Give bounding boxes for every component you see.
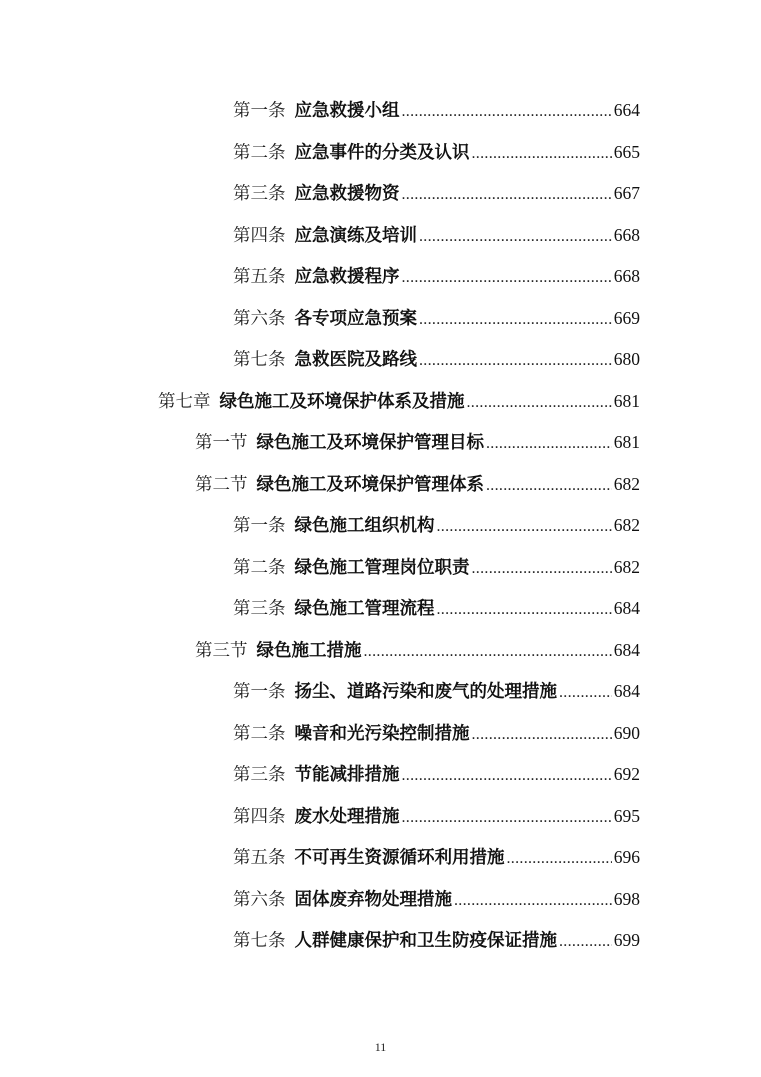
toc-leader-dots <box>472 140 612 168</box>
toc-entry-title: 应急演练及培训 <box>294 225 417 246</box>
toc-entry[interactable] <box>233 221 640 249</box>
toc-entry-page: 684 <box>613 681 640 701</box>
toc-entry-number: 第七章 <box>158 391 211 412</box>
toc-entry-title: 急救医院及路线 <box>294 350 417 370</box>
toc-entry-page: 682 <box>613 556 640 577</box>
toc-entry-page: 681 <box>613 390 640 411</box>
toc-entry[interactable] <box>233 511 640 539</box>
toc-leader-dots <box>402 181 612 209</box>
toc-entry[interactable] <box>233 553 640 581</box>
toc-entry-number: 第三条 <box>233 765 286 785</box>
toc-entry-title: 绿色施工组织机构 <box>294 516 435 536</box>
toc-entry-number: 第二条 <box>233 142 286 163</box>
toc-entry-number: 第二节 <box>195 474 248 495</box>
toc-entry-number: 第三节 <box>195 640 248 661</box>
toc-entry-section[interactable] <box>195 470 640 498</box>
toc-entry-page: 669 <box>613 307 640 328</box>
toc-leader-dots <box>454 887 612 915</box>
toc-leader-dots <box>559 679 612 707</box>
toc-entry-section[interactable] <box>195 428 640 456</box>
toc-leader-dots <box>472 721 612 749</box>
toc-entry-page: 680 <box>613 349 640 369</box>
toc-entry-title: 绿色施工及环境保护管理体系 <box>256 474 484 495</box>
toc-leader-dots <box>507 845 612 873</box>
toc-entry-page: 668 <box>613 224 640 245</box>
toc-entry-page: 667 <box>613 183 640 203</box>
toc-entry-title: 各专项应急预案 <box>294 308 417 329</box>
toc-entry-page: 668 <box>613 266 640 286</box>
toc-entry-title: 应急救援程序 <box>294 267 400 287</box>
toc-entry-page: 664 <box>613 100 640 120</box>
toc-entry-number: 第二条 <box>233 557 286 578</box>
toc-leader-dots <box>402 264 612 292</box>
toc-entry-title: 绿色施工及环境保护管理目标 <box>256 433 484 453</box>
toc-leader-dots <box>419 306 612 334</box>
toc-entry[interactable] <box>233 96 640 124</box>
toc-entry[interactable] <box>233 843 640 871</box>
toc-entry[interactable] <box>233 594 640 622</box>
toc-entry-number: 第三条 <box>233 184 286 204</box>
toc-entry-number: 第一条 <box>233 516 286 536</box>
toc-leader-dots <box>467 389 612 417</box>
toc-leader-dots <box>559 928 612 956</box>
toc-entry-section[interactable] <box>195 636 640 664</box>
toc-leader-dots <box>437 596 612 624</box>
toc-entry-number: 第五条 <box>233 267 286 287</box>
toc-entry-number: 第七条 <box>233 350 286 370</box>
toc-entry-number: 第四条 <box>233 225 286 246</box>
toc-entry[interactable] <box>233 719 640 747</box>
toc-entry-page: 699 <box>613 930 640 950</box>
toc-leader-dots <box>472 555 612 583</box>
toc-entry-title: 扬尘、道路污染和废气的处理措施 <box>294 682 557 702</box>
toc-entry[interactable] <box>233 179 640 207</box>
toc-entry-number: 第七条 <box>233 931 286 951</box>
toc-entry-number: 第一节 <box>195 433 248 453</box>
toc-entry-chapter[interactable] <box>158 387 640 415</box>
toc-entry-page: 692 <box>613 764 640 784</box>
toc-leader-dots <box>402 98 612 126</box>
toc-entry-number: 第一条 <box>233 101 286 121</box>
toc-entry-page: 682 <box>613 473 640 494</box>
toc-entry[interactable] <box>233 138 640 166</box>
toc-entry-title: 噪音和光污染控制措施 <box>294 723 470 744</box>
toc-entry-number: 第六条 <box>233 889 286 910</box>
toc-leader-dots <box>402 762 612 790</box>
toc-entry[interactable] <box>233 926 640 954</box>
toc-entry-number: 第二条 <box>233 723 286 744</box>
toc-entry[interactable] <box>233 885 640 913</box>
toc-entry-number: 第五条 <box>233 848 286 868</box>
toc-entry-page: 695 <box>613 805 640 826</box>
toc-entry[interactable] <box>233 802 640 830</box>
toc-entry-page: 690 <box>613 722 640 743</box>
toc-leader-dots <box>419 347 612 375</box>
toc-entry-title: 不可再生资源循环利用措施 <box>294 848 505 868</box>
toc-entry-number: 第四条 <box>233 806 286 827</box>
toc-entry-title: 绿色施工及环境保护体系及措施 <box>219 391 465 412</box>
toc-entry-title: 绿色施工管理岗位职责 <box>294 557 470 578</box>
toc-entry-title: 固体废弃物处理措施 <box>294 889 452 910</box>
toc-entry[interactable] <box>233 760 640 788</box>
toc-entry[interactable] <box>233 262 640 290</box>
toc-leader-dots <box>437 513 612 541</box>
toc-entry-page: 665 <box>613 141 640 162</box>
toc-entry-page: 681 <box>613 432 640 452</box>
toc-entry-title: 节能减排措施 <box>294 765 400 785</box>
toc-entry[interactable] <box>233 345 640 373</box>
footer-page-number: 11 <box>374 1040 387 1054</box>
toc-entry-page: 684 <box>613 639 640 660</box>
toc-entry-number: 第三条 <box>233 599 286 619</box>
toc-entry-page: 696 <box>613 847 640 867</box>
toc-entry-page: 682 <box>613 515 640 535</box>
toc-entry[interactable] <box>233 677 640 705</box>
toc-leader-dots <box>486 430 612 458</box>
toc-entry-title: 应急救援物资 <box>294 184 400 204</box>
toc-leader-dots <box>364 638 612 666</box>
toc-leader-dots <box>402 804 612 832</box>
toc-leader-dots <box>486 472 612 500</box>
toc-entry-title: 人群健康保护和卫生防疫保证措施 <box>294 931 557 951</box>
toc-entry-number: 第一条 <box>233 682 286 702</box>
toc-entry-title: 废水处理措施 <box>294 806 400 827</box>
toc-leader-dots <box>419 223 612 251</box>
toc-entry-title: 绿色施工措施 <box>256 640 362 661</box>
toc-entry-title: 应急事件的分类及认识 <box>294 142 470 163</box>
toc-entry[interactable] <box>233 304 640 332</box>
toc-entry-title: 应急救援小组 <box>294 101 400 121</box>
toc-entry-number: 第六条 <box>233 308 286 329</box>
toc-entry-page: 698 <box>613 888 640 909</box>
toc-entry-page: 684 <box>613 598 640 618</box>
toc-entry-title: 绿色施工管理流程 <box>294 599 435 619</box>
